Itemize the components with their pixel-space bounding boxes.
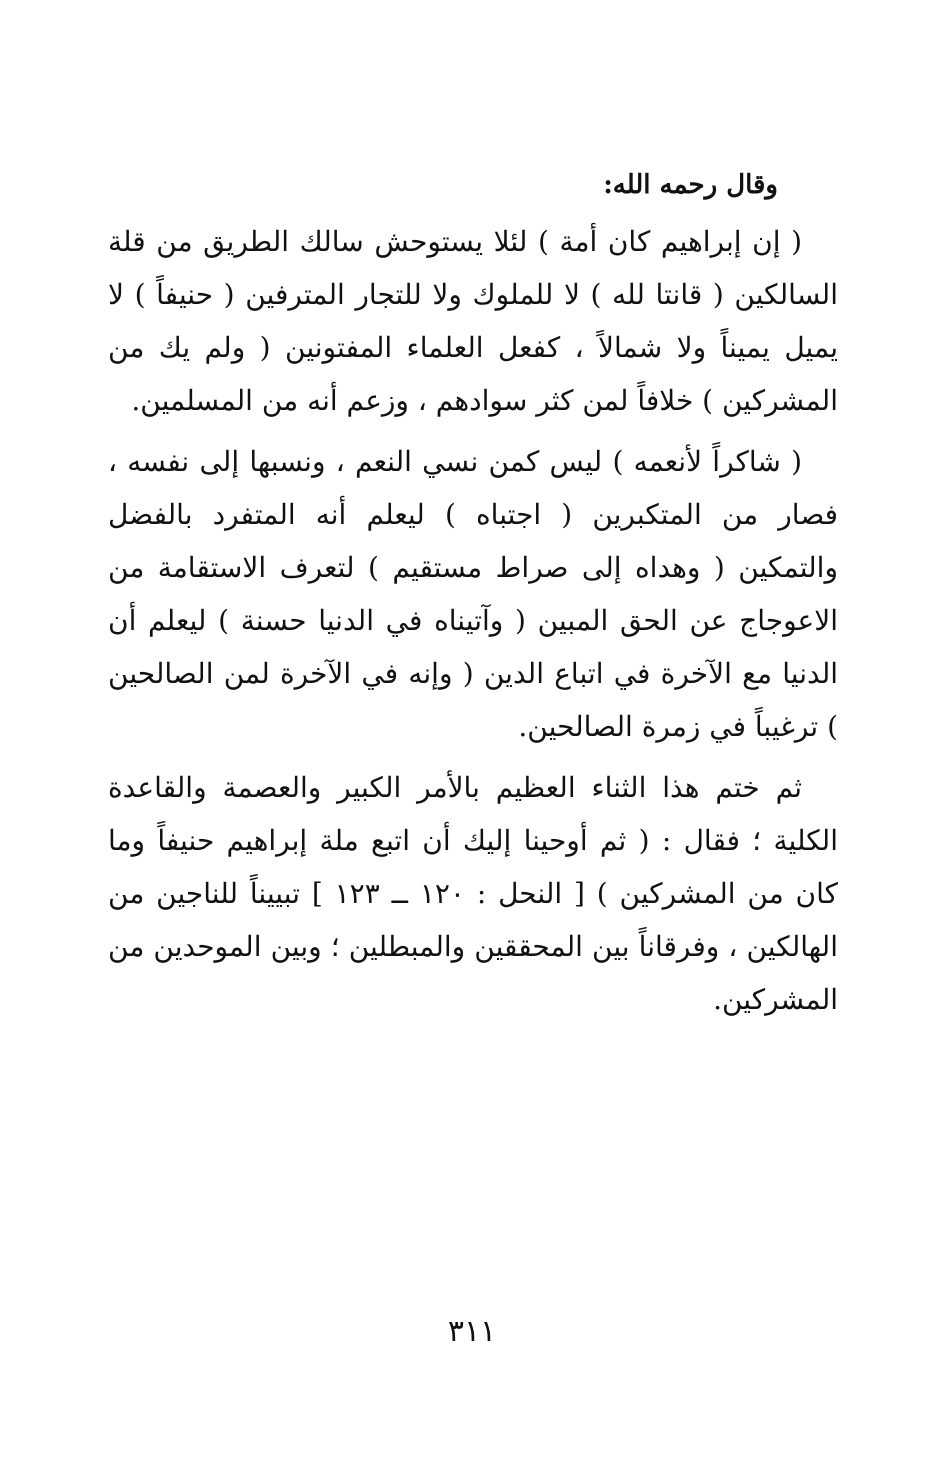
paragraph-2: ( شاكراً لأنعمه ) ليس كمن نسي النعم ، ونسبها إلى نفسه ، فصار من المتكبرين ( اجتباه ) ليعلم أنه المتفرد بالفضل والتمكين ( وهداه إلى صراط مستقيم ) لتعرف الاستقامة من الاعوجاج عن الحق المبين ( وآتيناه في الدنيا حسنة ) ليعلم أن الدنيا مع الآخرة في اتباع الدين ( وإنه في الآخرة لمن الصالحين ) ترغيباً في زمرة الصالحين. xyxy=(108,445,838,743)
paragraph-1: ( إن إبراهيم كان أمة ) لئلا يستوحش سالك الطريق من قلة السالكين ( قانتا لله ) لا للملوك ولا للتجار المترفين ( حنيفاً ) لا يميل يميناً ولا شمالاً ، كفعل العلماء المفتونين ( ولم يك من المشركين ) خلافاً لمن كثر سوادهم ، وزعم أنه من المسلمين. xyxy=(108,225,838,417)
paragraph-3: ثم ختم هذا الثناء العظيم بالأمر الكبير والعصمة والقاعدة الكلية ؛ فقال : ( ثم أوحينا إليك أن اتبع ملة إبراهيم حنيفاً وما كان من المشركين ) [ النحل : ١٢٠ ــ ١٢٣ ] تبييناً للناجين من الهالكين ، وفرقاناً بين المحققين والمبطلين ؛ وبين الموحدين من المشركين. xyxy=(108,771,838,1016)
body-text xyxy=(108,163,838,1034)
page-number: ٣١١ xyxy=(447,1314,497,1349)
section-heading: وقال رحمه الله: xyxy=(603,170,778,200)
